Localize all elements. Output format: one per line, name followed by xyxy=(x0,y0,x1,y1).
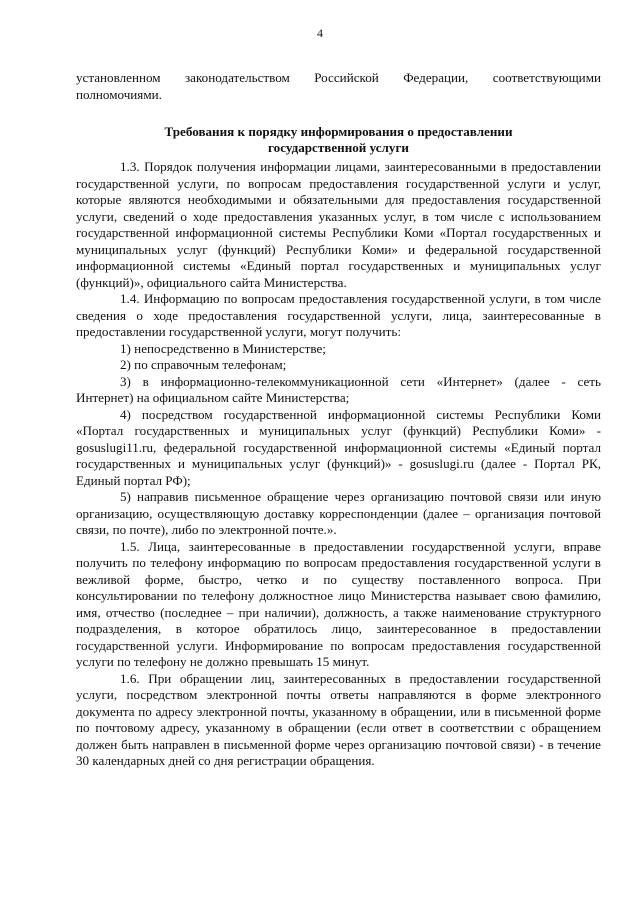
intro-continuation: установленном законодательством Российской Федерации, соответствующими полномочиями. xyxy=(76,70,601,102)
paragraph-1-6: 1.6. При обращении лиц, заинтересованных в предоставлении государственной услуги, посредством электронной почты ответы направляются в форме электронного документа по адресу электронной почты, указанному в обращении, или в письменной форме по почтовому адресу, указанному в обращении (если ответ в соответствии с обращением должен быть направлен в письменной форме через организацию почтовой связи) - в течение 30 календарных дней со дня регистрации обращения. xyxy=(76,670,601,768)
list-item-1: 1) непосредственно в Министерстве; xyxy=(120,340,326,356)
paragraph-1-5: 1.5. Лица, заинтересованные в предоставлении государственной услуги, вправе получить по телефону информацию по вопросам предоставления государственной услуги в вежливой форме, быстро, четко и по существу поставленного вопроса. При консультировании по телефону должностное лицо Министерства называет свою фамилию, имя, отчество (последнее – при наличии), должность, а также наименование структурного подразделения, в которое обратилось лицо, заинтересованное в предоставлении государственной услуги. Информирование по вопросам предоставления государственной услуги по телефону не должно превышать 15 минут. xyxy=(76,538,601,669)
list-item-4: 4) посредством государственной информационной системы Республики Коми «Портал государственных и муниципальных услуг (функций) Республики Коми» - gosuslugi11.ru, федеральной государственной информационной системы «Единый портал государственных и муниципальных услуг (функций)» - gosuslugi.ru (далее - Портал РК, Единый портал РФ); xyxy=(76,406,601,488)
section-heading-line-1: Требования к порядку информирования о предоставлении xyxy=(164,124,513,139)
paragraph-1-4: 1.4. Информацию по вопросам предоставления государственной услуги, в том числе сведения о ходе предоставления государственной услуги, лица, заинтересованные в предоставлении государственной услуги, могут получить: xyxy=(76,291,601,339)
list-item-3: 3) в информационно-телекоммуникационной сети «Интернет» (далее - сеть Интернет) на официальном сайте Министерства; xyxy=(76,373,601,405)
list-item-5: 5) направив письменное обращение через организацию почтовой связи или иную организацию, осуществляющую доставку корреспонденции (далее – организация почтовой связи, по почте), либо по электронной почте.». xyxy=(76,489,601,537)
paragraph-1-3: 1.3. Порядок получения информации лицами, заинтересованными в предоставлении государственной услуги, по вопросам предоставления государственной услуги и услуг, которые являются необходимыми и обязательными для предоставления государственной услуги, сведений о ходе предоставления указанных услуг, в том числе с использованием государственной информационной системы Республики Коми «Портал государственных и муниципальных услуг (функций) Республики Коми» и федеральной государственной информационной системы «Единый портал государственных и муниципальных услуг (функций)», официального сайта Министерства. xyxy=(76,159,601,290)
page-number: 4 xyxy=(317,26,323,40)
section-heading xyxy=(76,124,601,156)
document-body xyxy=(76,70,601,770)
list-item-2: 2) по справочным телефонам; xyxy=(120,357,287,372)
section-heading-line-2: государственной услуги xyxy=(268,140,409,155)
